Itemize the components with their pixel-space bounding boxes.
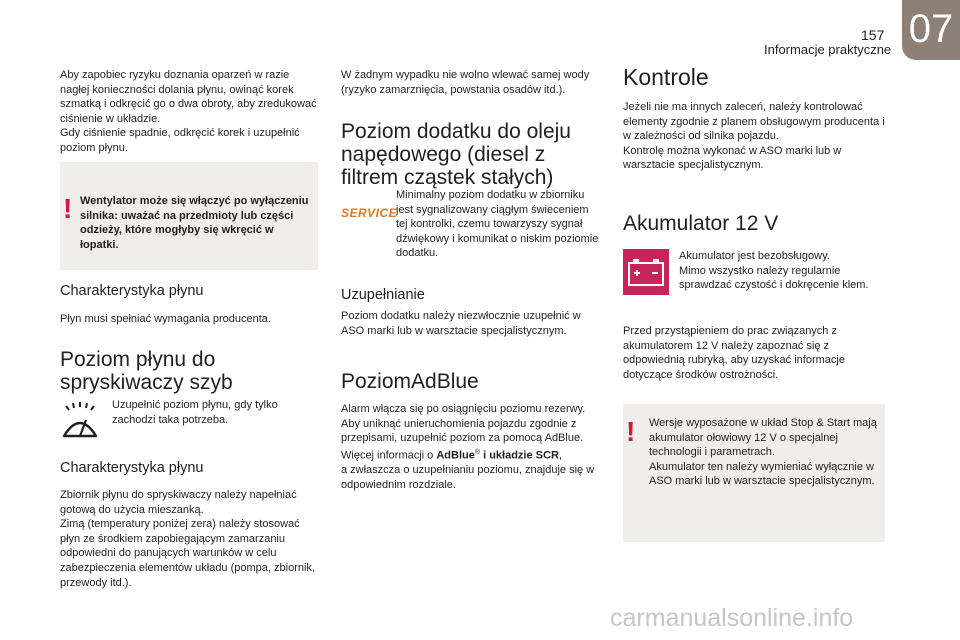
refill-title: Uzupełnianie — [341, 287, 425, 303]
col1-spec1-title: Charakterystyka płynu — [60, 283, 204, 299]
col1-spec2-title: Charakterystyka płynu — [60, 460, 204, 476]
col1-warning-box — [60, 162, 318, 270]
additive-text: Minimalny poziom dodatku w zbiorniku jest sygnalizowany ciągłym świeceniem tej kontrolki, czemu towarzyszy sygnał dźwiękowy i komunikat o niskim poziomie dodatku. — [396, 189, 599, 260]
refill-text: Poziom dodatku należy niezwłocznie uzupełnić w ASO marki lub w warsztacie specjalistycznym. — [341, 310, 581, 337]
battery-text2: Przed przystąpieniem do prac związanych z akumulatorem 12 V należy zapoznać się z odpowiednią rubryką, aby uzyskać informacje dotyczące środków ostrożności. — [623, 325, 845, 381]
adblue-text — [341, 402, 603, 492]
warning-icon: ! — [63, 193, 73, 224]
service-icon: SERVICE — [341, 206, 398, 220]
col1-intro: Aby zapobiec ryzyku doznania oparzeń w razie nagłej konieczności dolania płynu, owinąć korek szmatką i odkręcić go o dwa obroty, aby zredukować ciśnienie w układzie. Gdy ciśnienie spadnie, odkręcić korek i uzupełnić poziom płynu. — [60, 69, 317, 154]
windscreen-washer-icon — [60, 400, 100, 442]
watermark: carmanualsonline.info — [610, 604, 854, 632]
col1-spec1-text: Płyn musi spełniać wymagania producenta. — [60, 313, 271, 325]
adblue-text-b: , a zwłaszcza o uzupełnianiu poziomu, znajduje się w odpowiednim rozdziale. — [341, 449, 595, 491]
warning-icon: ! — [626, 416, 636, 447]
col1-spec2-text: Zbiornik płynu do spryskiwaczy należy napełniać gotową do użycia mieszanką. Zimą (temperatury poniżej zera) należy stosować płyn ze środkiem zapobiegającym zamarzaniu odpowiedni do panujących warunków w celu zabezpieczenia elementów układu (pompa, zbiornik, przewody itd.). — [60, 489, 315, 589]
adblue-text-a: Alarm włącza się po osiągnięciu poziomu rezerwy. Aby uniknąć unieruchomienia pojazdu zgodnie z przepisami, uzupełnić poziom za pomocą AdBlue. Więcej informacji o — [341, 403, 586, 462]
checks-text: Jeżeli nie ma innych zaleceń, należy kontrolować elementy zgodnie z planem obsługowym producenta i w zależności od silnika pojazdu. Kontrolę można wykonać w ASO marki lub w warsztacie specjalistycznym. — [623, 101, 885, 172]
adblue-title: PoziomAdBlue — [341, 370, 479, 393]
battery-text: Akumulator jest bezobsługowy. Mimo wszystko należy regularnie sprawdzać czystość i dokręcenie klem. — [679, 250, 869, 292]
chapter-number: 07 — [902, 0, 960, 60]
adblue-bold-1: AdBlue — [436, 449, 475, 462]
col3-warning-box — [623, 404, 885, 542]
adblue-reg: ® — [474, 448, 481, 456]
battery-title: Akumulator 12 V — [623, 212, 779, 235]
chapter-title: Informacje praktyczne — [764, 42, 892, 57]
col2-intro: W żadnym wypadku nie wolno wlewać samej wody (ryzyko zamarznięcia, powstania osadów itd.). — [341, 69, 590, 96]
adblue-bold-2: i układzie SCR — [480, 449, 559, 462]
col3-warning-text: Wersje wyposażone w układ Stop & Start mają akumulator ołowiowy 12 V o specjalnej technologii i parametrach. Akumulator ten należy wymieniać wyłącznie w ASO marki lub w warsztacie specjalistycznym. — [649, 417, 877, 488]
additive-title: Poziom dodatku do oleju napędowego (diesel z filtrem cząstek stałych) — [341, 120, 571, 189]
page-number: 157 — [861, 27, 885, 43]
washer-title: Poziom płynu do spryskiwaczy szyb — [60, 348, 233, 394]
washer-text: Uzupełnić poziom płynu, gdy tylko zachodzi taka potrzeba. — [112, 399, 278, 426]
col1-warning-text: Wentylator może się włączyć po wyłączeniu silnika: uważać na przedmioty lub części odzieży, które mogłyby się wkręcić w łopatki. — [80, 195, 309, 251]
checks-title: Kontrole — [623, 64, 709, 90]
battery-icon — [623, 249, 669, 295]
